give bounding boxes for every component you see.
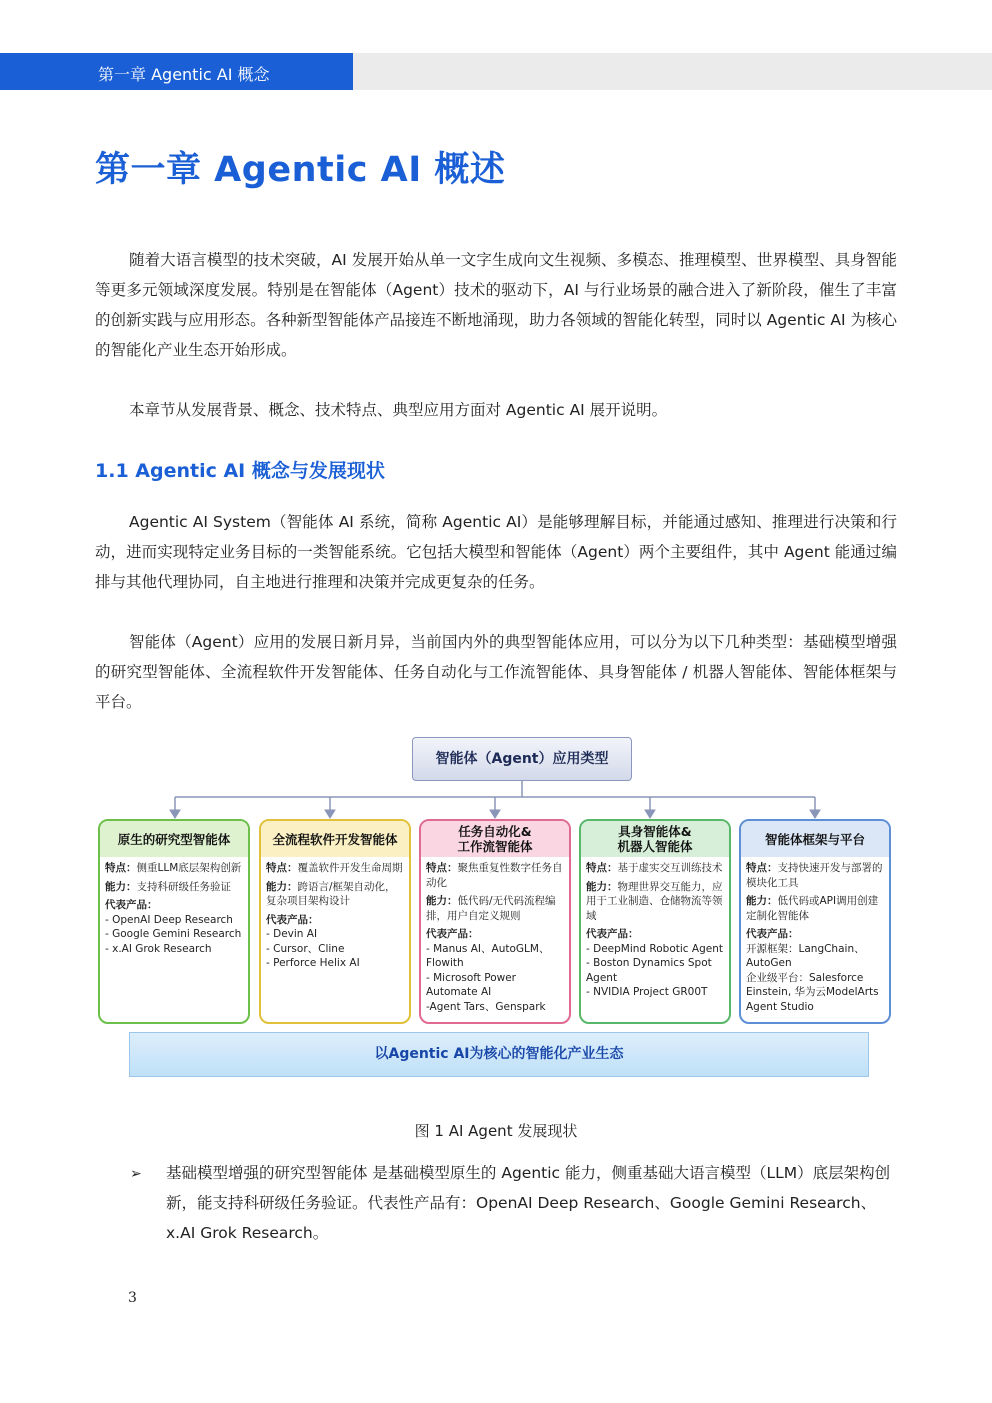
page-number: 3 — [128, 1290, 137, 1306]
card-title: 原生的研究型智能体 — [100, 821, 248, 857]
product-item: - Devin AI — [266, 928, 318, 940]
product-item: - Perforce Helix AI — [266, 957, 360, 969]
product-item: - Google Gemini Research — [105, 928, 242, 940]
chapter-scope-paragraph: 本章节从发展背景、概念、技术特点、典型应用方面对 Agentic AI 展开说明。 — [129, 401, 668, 419]
feature-label: 特点： — [266, 862, 298, 874]
feature-text: 支持快速开发与部署的模块化工具 — [746, 862, 883, 889]
ability-text: 物理世界交互能力，应用于工业制造、仓储物流等领域 — [586, 880, 723, 922]
definition-paragraph: Agentic AI System（智能体 AI 系统，简称 Agentic AI）是能够理解目标，并能通过感知、推理进行决策和行动，进而实现特定业务目标的一类智能系统。它包括大模型和智能体（Agent）两个主要组件，其中 Agent 能通过编排与其他代理协同，自主地进行推理和决策并完成更复杂的任务。 — [95, 513, 897, 591]
agent-type-card — [98, 819, 250, 1024]
diagram-root-box: 智能体（Agent）应用类型 — [412, 737, 632, 781]
product-item: -Agent Tars、Genspark — [426, 1000, 546, 1013]
running-title: 第一章 Agentic AI 概念 — [98, 65, 270, 84]
agent-types-paragraph: 智能体（Agent）应用的发展日新月异，当前国内外的典型智能体应用，可以分为以下几种类型：基础模型增强的研究型智能体、全流程软件开发智能体、任务自动化与工作流智能体、具身智能体 / 机器人智能体、智能体框架与平台。 — [95, 633, 897, 711]
ability-text: 低代码/无代码流程编排，用户自定义规则 — [426, 895, 556, 922]
feature-label: 特点： — [105, 862, 137, 874]
section-title: 1.1 Agentic AI 概念与发展现状 — [95, 460, 385, 482]
card-title: 具身智能体& 机器人智能体 — [581, 821, 729, 857]
intro-paragraph: 随着大语言模型的技术突破，AI 发展开始从单一文字生成向文生视频、多模态、推理模型、世界模型、具身智能等更多元领域深度发展。特别是在智能体（Agent）技术的驱动下，AI 与行业场景的融合进入了新阶段，催生了丰富的创新实践与应用形态。各种新型智能体产品接连不断地涌现，助力各领域的智能化转型，同时以 Agentic AI 为核心的智能化产业生态开始形成。 — [95, 251, 897, 359]
product-item: - DeepMind Robotic Agent — [586, 942, 723, 955]
product-item: - Cursor、Cline — [266, 942, 345, 955]
products-label: 代表产品： — [586, 928, 639, 940]
product-item: - NVIDIA Project GR00T — [586, 986, 708, 998]
ability-label: 能力： — [266, 880, 298, 893]
feature-text: 聚焦重复性数字任务自动化 — [426, 862, 563, 889]
card-title: 智能体框架与平台 — [741, 821, 889, 857]
product-item: 企业级平台：Salesforce Einstein, 华为云ModelArts Agent Studio — [746, 971, 879, 1013]
products-label: 代表产品： — [266, 913, 319, 926]
bullet-paragraph: 基础模型增强的研究型智能体 是基础模型原生的 Agentic 能力，侧重基础大语言模型（LLM）底层架构创新，能支持科研级任务验证。代表性产品有：OpenAI Deep Research、Google Gemini Research、x.AI Grok Research。 — [166, 1164, 891, 1242]
products-label: 代表产品： — [426, 928, 479, 940]
card-title: 任务自动化& 工作流智能体 — [421, 821, 569, 857]
product-item: - OpenAI Deep Research — [105, 913, 233, 926]
agent-type-card — [419, 819, 571, 1024]
ecosystem-band: 以Agentic AI为核心的智能化产业生态 — [129, 1032, 869, 1077]
feature-label: 特点： — [746, 862, 778, 874]
agent-type-card — [579, 819, 731, 1024]
feature-label: 特点： — [586, 862, 618, 874]
ability-label: 能力： — [426, 895, 458, 907]
ability-label: 能力： — [105, 880, 137, 893]
agent-type-card — [259, 819, 411, 1024]
products-label: 代表产品： — [105, 899, 158, 911]
feature-text: 覆盖软件开发生命周期 — [297, 862, 403, 874]
product-item: 开源框架：LangChain、AutoGen — [746, 942, 865, 969]
ability-text: 跨语言/框架自动化，复杂项目架构设计 — [266, 880, 396, 907]
ability-text: 低代码或API调用创建定制化智能体 — [746, 895, 879, 922]
product-item: - Microsoft Power Automate AI — [426, 971, 516, 998]
bullet-arrow-icon: ➢ — [130, 1166, 142, 1182]
products-label: 代表产品： — [746, 928, 799, 940]
feature-text: 基于虚实交互训练技术 — [617, 862, 723, 874]
figure-caption: 图 1 AI Agent 发展现状 — [414, 1122, 578, 1140]
product-item: - x.AI Grok Research — [105, 942, 212, 955]
product-item: - Manus AI、AutoGLM、Flowith — [426, 942, 550, 969]
ability-text: 支持科研级任务验证 — [136, 880, 231, 893]
chapter-title: 第一章 Agentic AI 概述 — [95, 150, 506, 190]
agent-type-card — [739, 819, 891, 1024]
feature-label: 特点： — [426, 862, 458, 874]
feature-text: 侧重LLM底层架构创新 — [136, 862, 242, 874]
card-title: 全流程软件开发智能体 — [261, 821, 409, 857]
ability-label: 能力： — [746, 895, 778, 907]
product-item: - Boston Dynamics Spot Agent — [586, 957, 712, 984]
ability-label: 能力： — [586, 880, 618, 893]
